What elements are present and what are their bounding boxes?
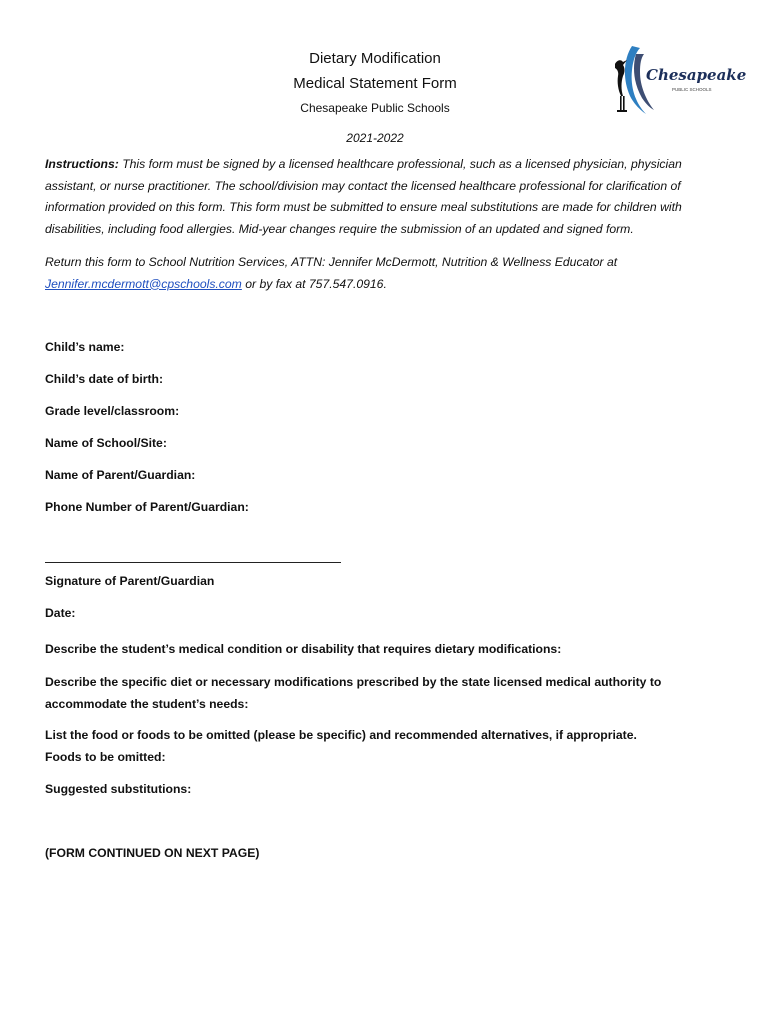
form-title-line1: Dietary Modification (309, 50, 441, 67)
parent-phone-label: Phone Number of Parent/Guardian: (45, 500, 249, 514)
logo-wordmark: Chesapeake (646, 66, 747, 84)
form-title-line2: Medical Statement Form (293, 75, 457, 92)
logo-subtext: PUBLIC SCHOOLS (672, 87, 712, 92)
signature-label: Signature of Parent/Guardian (45, 574, 215, 588)
form-header (200, 48, 550, 147)
diet-modification-question: Describe the specific diet or necessary modifications prescribed by the state licensed medical authority to accommodate the student’s needs: (45, 675, 662, 711)
instructions-text: This form must be signed by a licensed healthcare professional, such as a licensed physician, physician assistant, or nurse practitioner. The school/division may contact the licensed healthcare professional for clarification of information provided on this form. This form must be submitted to ensure meal substitutions are made for children with disabilities, including food allergies. Mid-year changes require the submission of an updated and signed form. (45, 157, 682, 236)
date-label: Date: (45, 606, 76, 620)
form-body (45, 154, 729, 295)
email-link[interactable]: Jennifer.mcdermott@cpschools.com (45, 276, 242, 291)
return-info-paragraph (45, 252, 729, 295)
instructions-label: Instructions: (45, 157, 119, 171)
chesapeake-logo (606, 44, 747, 116)
form-continued-note: (FORM CONTINUED ON NEXT PAGE) (45, 846, 260, 860)
child-dob-label: Child’s date of birth: (45, 372, 164, 386)
signature-line (45, 562, 341, 563)
foods-omitted-label: Foods to be omitted: (45, 750, 166, 764)
return-info-suffix: or by fax at 757.547.0916. (241, 276, 387, 291)
instructions-paragraph (45, 154, 729, 240)
parent-name-label: Name of Parent/Guardian: (45, 468, 196, 482)
medical-condition-question: Describe the student’s medical condition or disability that requires dietary modifications: (45, 642, 562, 656)
grade-level-label: Grade level/classroom: (45, 404, 180, 418)
substitutions-label: Suggested substitutions: (45, 782, 192, 796)
school-name: Chesapeake Public Schools (300, 101, 450, 115)
school-site-label: Name of School/Site: (45, 436, 167, 450)
foods-list-question: List the food or foods to be omitted (please be specific) and recommended alternatives, if appropriate. (45, 728, 637, 742)
school-year: 2021-2022 (346, 131, 404, 145)
return-info-prefix: Return this form to School Nutrition Services, ATTN: Jennifer McDermott, Nutrition & Wellness Educator at (45, 255, 618, 269)
child-name-label: Child’s name: (45, 340, 125, 354)
